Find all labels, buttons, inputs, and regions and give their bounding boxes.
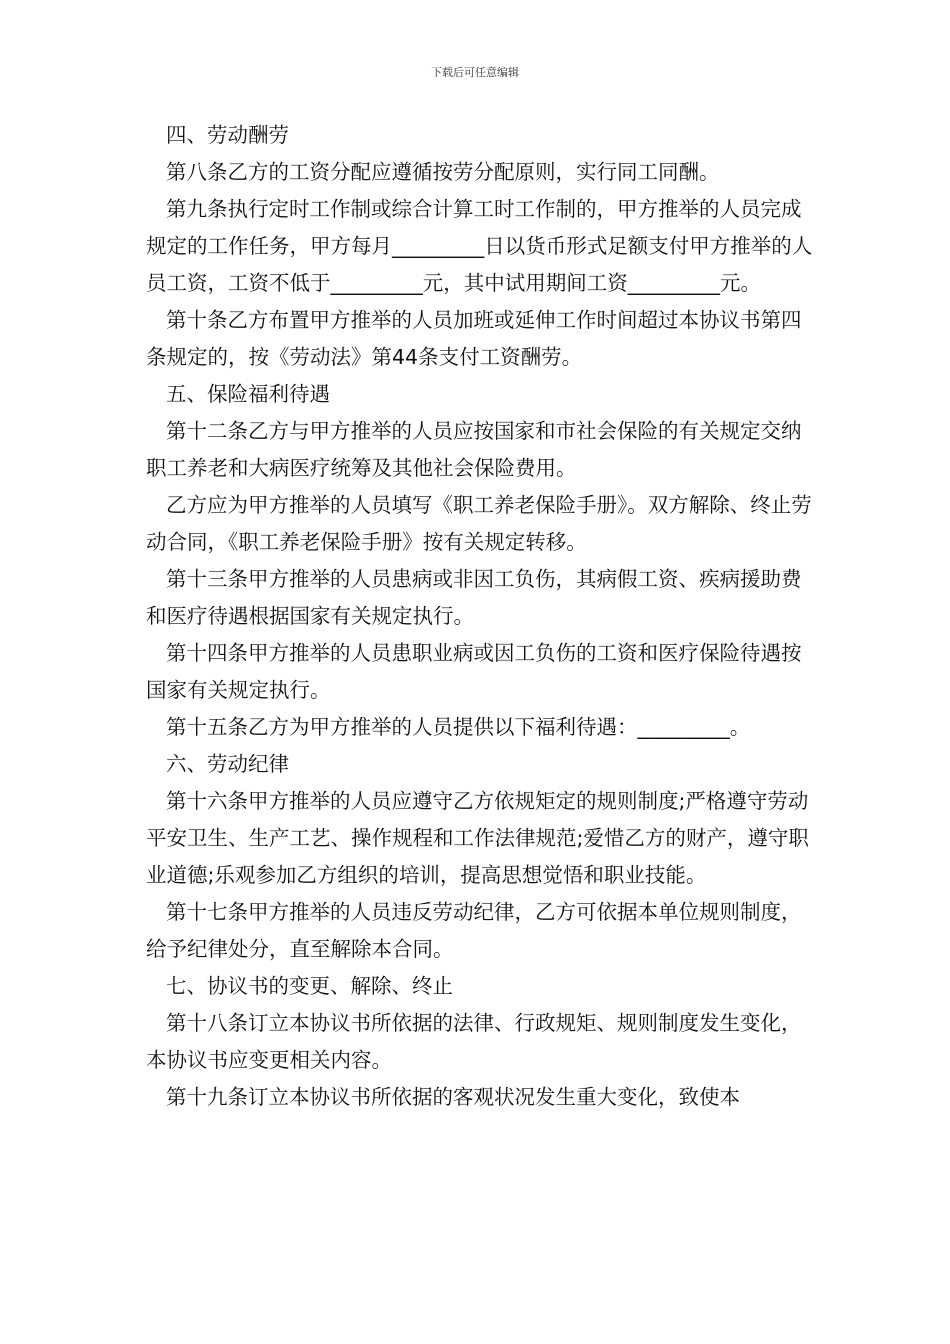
clause-16: 第十六条甲方推举的人员应遵守乙方依规矩定的规则制度;严格遵守劳动平安卫生、生产工艺、操作规程和工作法律规范;爱惜乙方的财产，遵守职业道德;乐观参加乙方组织的培训，提高思想觉悟和职业技能。 (146, 789, 809, 887)
section-heading-5: 五、保险福利待遇 (166, 382, 330, 406)
clause-13: 第十三条甲方推举的人员患病或非因工负伤，其病假工资、疾病援助费和医疗待遇根据国家有关规定执行。 (146, 567, 802, 628)
document-body (146, 117, 816, 1116)
section-heading-6: 六、劳动纪律 (166, 752, 289, 776)
clause-18: 第十八条订立本协议书所依据的法律、行政规矩、规则制度发生变化，本协议书应变更相关内容。 (146, 1011, 802, 1072)
clause-14: 第十四条甲方推举的人员患职业病或因工负伤的工资和医疗保险待遇按国家有关规定执行。 (146, 641, 802, 702)
clause-10: 第十条乙方布置甲方推举的人员加班或延伸工作时间超过本协议书第四条规定的，按《劳动法》第44条支付工资酬劳。 (146, 308, 802, 369)
clause-9: 第九条执行定时工作制或综合计算工时工作制的，甲方推举的人员完成规定的工作任务，甲方每月_________日以货币形式足额支付甲方推举的人员工资，工资不低于_________元，其中试用期间工资_________元。 (146, 197, 813, 295)
section-heading-7: 七、协议书的变更、解除、终止 (166, 974, 453, 998)
clause-17: 第十七条甲方推举的人员违反劳动纪律，乙方可依据本单位规则制度，给予纪律处分，直至解除本合同。 (146, 900, 802, 961)
clause-12-continued: 乙方应为甲方推举的人员填写《职工养老保险手册》。双方解除、终止劳动合同，《职工养老保险手册》按有关规定转移。 (146, 493, 812, 554)
clause-15: 第十五条乙方为甲方推举的人员提供以下福利待遇：_________。 (166, 715, 751, 739)
clause-8: 第八条乙方的工资分配应遵循按劳分配原则，实行同工同酬。 (166, 160, 720, 184)
page-header-note: 下载后可任意编辑 (431, 66, 519, 79)
section-heading-4: 四、劳动酬劳 (166, 123, 289, 147)
clause-12: 第十二条乙方与甲方推举的人员应按国家和市社会保险的有关规定交纳职工养老和大病医疗统筹及其他社会保险费用。 (146, 419, 802, 480)
clause-19: 第十九条订立本协议书所依据的客观状况发生重大变化，致使本 (166, 1085, 740, 1109)
